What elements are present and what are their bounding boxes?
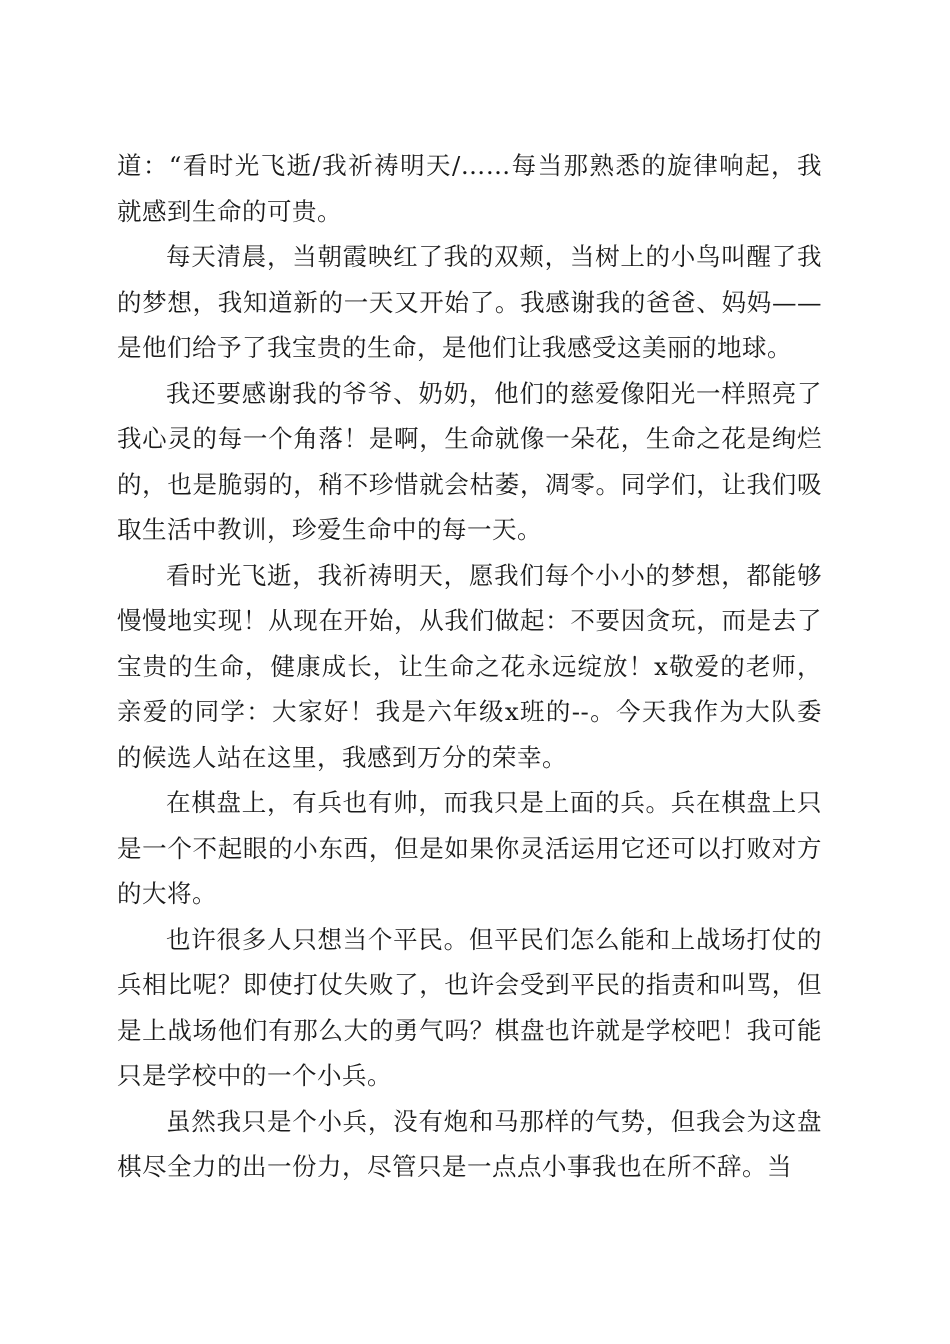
paragraph-6: 也许很多人只想当个平民。但平民们怎么能和上战场打仗的兵相比呢？即使打仗失败了，也许会受到平民的指责和叫骂，但是上战场他们有那么大的勇气吗？棋盘也许就是学校吧！我可能只是学校中的一个小兵。 [117,924,822,1090]
paragraph-4: 看时光飞逝，我祈祷明天，愿我们每个小小的梦想，都能够慢慢地实现！从现在开始，从我们做起：不要因贪玩，而是去了宝贵的生命，健康成长，让生命之花永远绽放！x敬爱的老师，亲爱的同学：大家好！我是六年级x班的--。今天我作为大队委的候选人站在这里，我感到万分的荣幸。 [117,560,822,772]
paragraph-2: 每天清晨，当朝霞映红了我的双颊，当树上的小鸟叫醒了我的梦想，我知道新的一天又开始了。我感谢我的爸爸、妈妈——是他们给予了我宝贵的生命，是他们让我感受这美丽的地球。 [117,242,822,362]
paragraph-1: 道：“看时光飞逝/我祈祷明天/……每当那熟悉的旋律响起，我就感到生命的可贵。 [117,151,822,226]
paragraph-3: 我还要感谢我的爷爷、奶奶，他们的慈爱像阳光一样照亮了我心灵的每一个角落！是啊，生命就像一朵花，生命之花是绚烂的，也是脆弱的，稍不珍惜就会枯萎，凋零。同学们，让我们吸取生活中教训，珍爱生命中的每一天。 [117,378,822,544]
paragraph-7: 虽然我只是个小兵，没有炮和马那样的气势，但我会为这盘棋尽全力的出一份力，尽管只是一点点小事我也在所不辞。当 [117,1106,822,1181]
paragraph-5: 在棋盘上，有兵也有帅，而我只是上面的兵。兵在棋盘上只是一个不起眼的小东西，但是如果你灵活运用它还可以打败对方的大将。 [117,788,822,908]
document-body [117,143,822,1190]
